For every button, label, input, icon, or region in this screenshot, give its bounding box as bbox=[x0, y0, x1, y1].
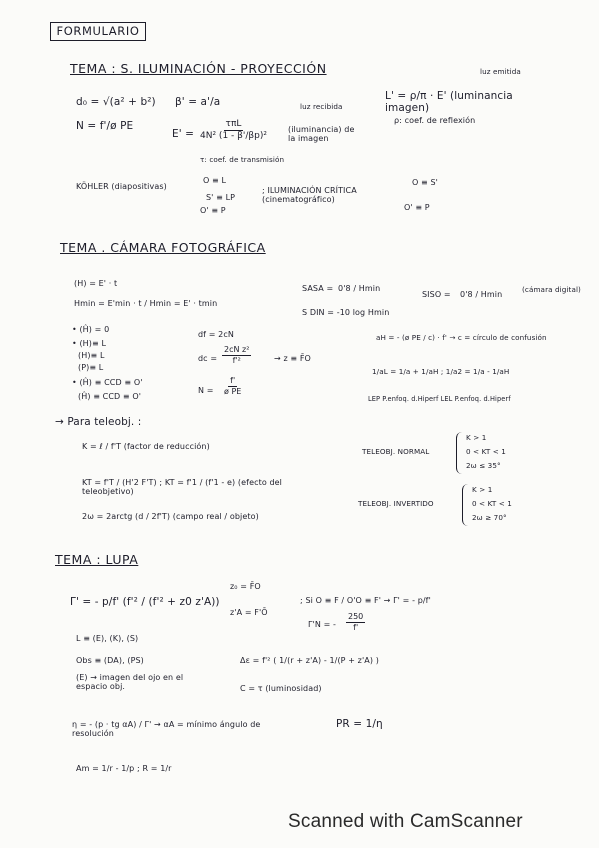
camera-item-2: (H)≡ L bbox=[78, 351, 105, 360]
formula-KT: KT = f'T / (H'2 F'T) ; KT = f'1 / (f'1 - e) (efecto del teleobjetivo) bbox=[82, 478, 282, 497]
label-para-teleobj: → Para teleobj. : bbox=[55, 416, 142, 428]
formula-dc-lhs: dc = bbox=[198, 354, 218, 363]
formula-obs: Obs ≡ (DA), (PS) bbox=[76, 656, 144, 665]
formula-z0: z₀ = F̄O bbox=[230, 582, 261, 591]
document-title: FORMULARIO bbox=[50, 22, 146, 41]
formula-K: K = ℓ / f'T (factor de reducción) bbox=[82, 442, 210, 451]
teleobj-invertido-cond-2: 0 < KT < 1 bbox=[472, 499, 512, 508]
camera-item-4: • (Ĥ) ≡ CCD ≡ O' bbox=[72, 378, 143, 387]
teleobj-normal-cond-2: 0 < KT < 1 bbox=[466, 447, 506, 456]
hyperfocal-labels: LEP P.enfoq. d.Hiperf LEL P.enfoq. d.Hiperf bbox=[368, 395, 511, 403]
formula-eta: η = - (p · tg αA) / Γ' → αA = mínimo ángulo de resolución bbox=[72, 720, 261, 739]
formula-C: C = τ (luminosidad) bbox=[240, 684, 322, 693]
formula-gammaN-numerator: 250 bbox=[346, 613, 365, 623]
formula-beta: β' = a'/a bbox=[175, 96, 221, 108]
formula-d0: d₀ = √(a² + b²) bbox=[76, 96, 156, 108]
note-iluminancia-imagen: (iluminancia) de la imagen bbox=[288, 125, 355, 144]
note-imagen-ojo: (E) → imagen del ojo en el espacio obj. bbox=[76, 673, 184, 692]
kohler-item-1: O ≡ L bbox=[203, 176, 227, 185]
camera-item-5: (Ĥ) ≡ CCD ≡ O' bbox=[78, 392, 142, 401]
kohler-item-2: S' ≡ LP bbox=[206, 193, 236, 202]
critica-item-1: O ≡ S' bbox=[412, 178, 438, 187]
label-teleobj-normal: TELEOBJ. NORMAL bbox=[362, 447, 430, 456]
formula-Am: Am = 1/r - 1/p ; R = 1/r bbox=[76, 764, 172, 773]
note-rho: ρ: coef. de reflexión bbox=[394, 116, 476, 125]
critica-item-2: O' ≡ P bbox=[404, 203, 430, 212]
formula-sasa-lhs: SASA = bbox=[302, 284, 334, 293]
formula-Hmin: Hmin = E'min · t / Hmin = E' · tmin bbox=[74, 299, 218, 308]
formula-sasa-fraction: 0'8 / Hmin bbox=[338, 284, 381, 293]
formula-E-prime-denominator: 4N² (1 - β'/βp)² bbox=[200, 131, 267, 142]
label-kohler: KÖHLER (diapositivas) bbox=[76, 182, 167, 191]
teleobj-invertido-cond-1: K > 1 bbox=[472, 485, 493, 494]
formula-E-prime-fraction bbox=[198, 120, 269, 142]
camera-item-inf-zero: • (Ĥ) = 0 bbox=[72, 325, 110, 334]
formula-N2-denominator: ø PE bbox=[224, 387, 242, 397]
formula-H: (H) = E' · t bbox=[74, 279, 118, 288]
formula-si-condition: ; Si O ≡ F / O'O ≡ F' → Γ' = - p/f' bbox=[300, 596, 431, 605]
brace-normal bbox=[456, 432, 463, 474]
formula-E-prime-numerator: τπL bbox=[224, 120, 244, 131]
formula-dc-fraction bbox=[222, 346, 251, 366]
brace-invertido bbox=[462, 484, 469, 526]
formula-L-lupa: L ≡ (E), (K), (S) bbox=[76, 634, 139, 643]
kohler-item-3: O' ≡ P bbox=[200, 206, 226, 215]
note-tau: τ: coef. de transmisión bbox=[200, 155, 285, 164]
teleobj-invertido-cond-3: 2ω ≥ 70° bbox=[472, 513, 507, 522]
formula-N: N = f'/ø PE bbox=[76, 120, 134, 132]
section-heading-iluminacion: TEMA : S. ILUMINACIÓN - PROYECCIÓN bbox=[70, 61, 327, 76]
formula-E-prime-lhs: E' = bbox=[172, 128, 195, 140]
formula-gamma: Γ' = - p/f' (f'² / (f'² + z0 z'A)) bbox=[70, 596, 220, 608]
section-heading-lupa: TEMA : LUPA bbox=[55, 552, 139, 567]
formula-siso-lhs: SISO = bbox=[422, 290, 451, 299]
teleobj-normal-cond-3: 2ω ≤ 35° bbox=[466, 461, 501, 470]
note-luz-recibida: luz recibida bbox=[300, 102, 343, 111]
camera-item-3: (P)≡ L bbox=[78, 363, 104, 372]
formula-zA: z'A = F'Ō bbox=[230, 608, 268, 617]
camera-item-1: • (H)≡ L bbox=[72, 339, 107, 348]
formula-delta-epsilon: Δε = f'² ( 1/(r + z'A) - 1/(P + z'A) ) bbox=[240, 656, 379, 665]
label-teleobj-invertido: TELEOBJ. INVERTIDO bbox=[358, 499, 434, 508]
section-heading-camara: TEMA . CÁMARA FOTOGRÁFICA bbox=[60, 240, 266, 255]
formula-gammaN-lhs: Γ'N = - bbox=[308, 620, 337, 629]
camscanner-watermark: Scanned with CamScanner bbox=[288, 811, 523, 832]
formula-aH: aH = - (ø PE / c) · f' → c = círculo de confusión bbox=[376, 333, 547, 342]
formula-dc-denominator: f'² bbox=[232, 356, 241, 366]
teleobj-normal-cond-1: K > 1 bbox=[466, 433, 487, 442]
formula-gammaN-fraction bbox=[346, 613, 365, 633]
formula-2w: 2ω = 2arctg (d / 2f'T) (campo real / objeto) bbox=[82, 512, 259, 521]
note-luz-emitida: luz emitida bbox=[480, 67, 521, 76]
note-dc-z: → z ≡ F̄O bbox=[274, 354, 311, 363]
formula-gammaN-denominator: f' bbox=[353, 623, 359, 633]
note-camara-digital: (cámara digital) bbox=[522, 285, 581, 294]
formula-hyperfocal: 1/aL = 1/a + 1/aH ; 1/a2 = 1/a - 1/aH bbox=[372, 367, 510, 376]
formula-L-prime: L' = ρ/π · E' (luminancia imagen) bbox=[385, 90, 513, 115]
formula-N2-lhs: N = bbox=[198, 386, 214, 395]
label-iluminacion-critica: ; ILUMINACIÓN CRÍTICA (cinematográfico) bbox=[262, 186, 357, 205]
formula-N2-fraction bbox=[222, 377, 243, 397]
formula-dc-numerator: 2cN z² bbox=[222, 346, 251, 356]
formula-N2-numerator: f' bbox=[228, 377, 237, 387]
formula-df: df = 2cN bbox=[198, 330, 234, 339]
formula-PR: PR = 1/η bbox=[336, 718, 383, 730]
formula-sdin: S DIN = -10 log Hmin bbox=[302, 308, 390, 317]
formula-siso-fraction: 0'8 / Hmin bbox=[460, 290, 503, 299]
